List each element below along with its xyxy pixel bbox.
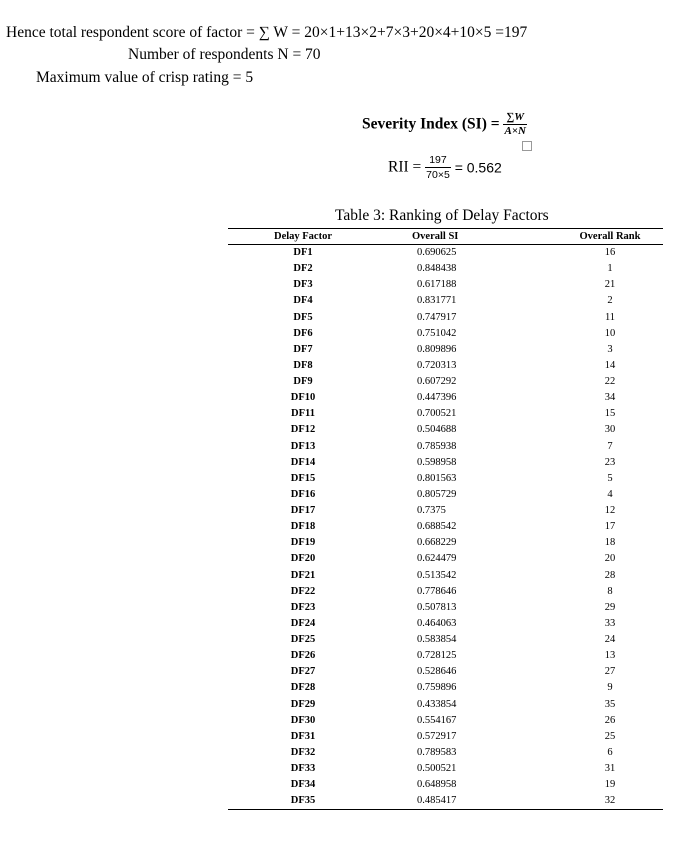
header-delay-factor: Delay Factor	[228, 229, 378, 245]
table-row	[228, 697, 663, 713]
rii-result: = 0.562	[454, 159, 502, 176]
rii-numerator: 197	[429, 154, 447, 166]
cell-overall-si: 0.554167	[417, 714, 457, 726]
cell-delay-factor: DF24	[290, 617, 316, 629]
cell-overall-rank: 11	[604, 311, 616, 323]
table-row	[228, 568, 663, 584]
cell-overall-rank: 35	[604, 698, 616, 710]
cell-overall-rank: 17	[604, 521, 616, 533]
table-row	[228, 245, 663, 262]
cell-overall-si: 0.700521	[417, 408, 457, 420]
cell-overall-si: 0.617188	[417, 279, 457, 291]
cell-delay-factor: DF25	[290, 634, 316, 646]
table-row	[228, 680, 663, 696]
table-row	[228, 293, 663, 309]
cell-overall-si: 0.648958	[417, 779, 457, 791]
si-numerator: ∑W	[506, 111, 525, 123]
cell-overall-rank: 32	[547, 793, 663, 810]
table-row	[228, 793, 663, 810]
cell-delay-factor: DF18	[290, 521, 316, 533]
table-row	[228, 358, 663, 374]
cell-overall-si: 0.583854	[417, 634, 457, 646]
cell-overall-si: 0.759896	[417, 682, 457, 694]
cell-overall-rank: 20	[604, 553, 616, 565]
cell-overall-rank: 16	[604, 247, 616, 259]
cell-overall-rank: 19	[604, 779, 616, 791]
cell-delay-factor: DF3	[293, 279, 313, 291]
cell-delay-factor: DF17	[290, 505, 316, 517]
cell-overall-si: 0.789583	[417, 746, 457, 758]
cell-overall-si: 0.572917	[417, 730, 457, 742]
rii-denominator: 70×5	[426, 169, 450, 181]
cell-overall-rank: 8	[607, 585, 613, 597]
cell-delay-factor: DF27	[290, 666, 316, 678]
cell-delay-factor: DF11	[291, 408, 315, 420]
cell-overall-si: 0.507813	[417, 601, 457, 613]
table-row	[228, 261, 663, 277]
si-fraction	[503, 112, 527, 137]
table-row	[228, 310, 663, 326]
cell-overall-rank: 23	[604, 456, 616, 468]
cell-delay-factor: DF8	[293, 359, 313, 371]
table-row	[228, 277, 663, 293]
cell-overall-si: 0.747917	[417, 311, 457, 323]
cell-overall-si: 0.668229	[417, 537, 457, 549]
cell-overall-si: 0.607292	[417, 376, 457, 388]
cell-overall-si: 0.598958	[417, 456, 457, 468]
max-rating-line: Maximum value of crisp rating = 5	[36, 69, 254, 86]
cell-delay-factor: DF5	[293, 311, 313, 323]
table-row	[228, 600, 663, 616]
cell-overall-rank: 10	[604, 327, 616, 339]
cell-overall-rank: 1	[607, 263, 613, 275]
cell-delay-factor: DF15	[290, 472, 316, 484]
cell-overall-si: 0.809896	[417, 343, 457, 355]
cell-delay-factor: DF14	[290, 456, 316, 468]
cell-overall-si: 0.447396	[417, 392, 457, 404]
table-row	[228, 729, 663, 745]
table-row	[228, 664, 663, 680]
table-row	[228, 761, 663, 777]
table-row	[228, 422, 663, 438]
table-row	[228, 616, 663, 632]
total-score-line: Hence total respondent score of factor = ∑ W = 20×1+13×2+7×3+20×4+10×5 =197	[6, 24, 528, 41]
fraction-bar	[425, 167, 451, 168]
cell-delay-factor: DF22	[290, 585, 316, 597]
cell-delay-factor: DF31	[290, 730, 316, 742]
cell-overall-si: 0.831771	[417, 295, 457, 307]
cell-overall-rank: 28	[604, 569, 616, 581]
cell-overall-rank: 7	[607, 440, 613, 452]
table-row	[228, 551, 663, 567]
cell-delay-factor: DF7	[293, 343, 313, 355]
cell-delay-factor: DF9	[293, 376, 313, 388]
cell-overall-si: 0.720313	[417, 359, 457, 371]
table-row	[228, 777, 663, 793]
table-row	[228, 535, 663, 551]
table-row	[228, 713, 663, 729]
cell-overall-rank: 31	[604, 763, 616, 775]
cell-delay-factor: DF26	[290, 650, 316, 662]
cell-overall-rank: 13	[604, 650, 616, 662]
cell-overall-rank: 18	[604, 537, 616, 549]
equation-placeholder-icon	[522, 141, 532, 151]
cell-overall-si: 0.690625	[417, 247, 457, 259]
table-row	[228, 519, 663, 535]
cell-delay-factor: DF34	[290, 779, 316, 791]
cell-delay-factor: DF30	[290, 714, 316, 726]
rii-formula-label: RII =	[388, 158, 422, 176]
table-row	[228, 471, 663, 487]
table-caption: Table 3: Ranking of Delay Factors	[335, 207, 549, 224]
cell-overall-rank: 12	[604, 505, 616, 517]
cell-delay-factor: DF33	[290, 763, 316, 775]
rii-fraction	[425, 154, 451, 181]
table-row	[228, 648, 663, 664]
cell-delay-factor: DF19	[290, 537, 316, 549]
table-header-row	[228, 229, 663, 245]
cell-overall-si: 0.688542	[417, 521, 457, 533]
cell-delay-factor: DF16	[290, 488, 316, 500]
cell-overall-si: 0.485417	[378, 793, 547, 810]
cell-overall-rank: 24	[604, 634, 616, 646]
cell-overall-rank: 27	[604, 666, 616, 678]
table-row	[228, 455, 663, 471]
cell-delay-factor: DF13	[290, 440, 316, 452]
cell-delay-factor: DF23	[290, 601, 316, 613]
cell-overall-rank: 34	[604, 392, 616, 404]
cell-overall-rank: 22	[604, 376, 616, 388]
header-overall-si: Overall SI	[378, 229, 547, 245]
cell-delay-factor: DF6	[293, 327, 313, 339]
cell-delay-factor: DF10	[290, 392, 316, 404]
cell-overall-rank: 29	[604, 601, 616, 613]
table-row	[228, 745, 663, 761]
cell-overall-rank: 15	[604, 408, 616, 420]
table-row	[228, 584, 663, 600]
table-row	[228, 632, 663, 648]
severity-index-formula	[362, 112, 527, 137]
table-row	[228, 342, 663, 358]
cell-delay-factor: DF12	[290, 424, 316, 436]
cell-overall-rank: 5	[607, 472, 613, 484]
header-overall-rank: Overall Rank	[547, 229, 663, 245]
cell-overall-rank: 4	[607, 488, 613, 500]
delay-factor-ranking-table	[228, 228, 663, 810]
cell-delay-factor: DF1	[293, 247, 313, 259]
cell-overall-rank: 9	[607, 682, 613, 694]
cell-overall-si: 0.751042	[417, 327, 457, 339]
si-formula-label: Severity Index (SI) =	[362, 115, 500, 133]
cell-overall-rank: 33	[604, 617, 616, 629]
cell-overall-si: 0.513542	[417, 569, 457, 581]
cell-overall-rank: 30	[604, 424, 616, 436]
cell-overall-si: 0.528646	[417, 666, 457, 678]
cell-overall-si: 0.7375	[417, 505, 446, 517]
cell-delay-factor: DF2	[293, 263, 313, 275]
cell-overall-rank: 14	[604, 359, 616, 371]
table-row	[228, 439, 663, 455]
table-row	[228, 406, 663, 422]
table-body	[228, 245, 663, 810]
cell-delay-factor: DF4	[293, 295, 313, 307]
table-row	[228, 326, 663, 342]
cell-overall-si: 0.801563	[417, 472, 457, 484]
cell-delay-factor: DF28	[290, 682, 316, 694]
cell-delay-factor: DF20	[290, 553, 316, 565]
cell-overall-rank: 2	[607, 295, 613, 307]
table-row	[228, 390, 663, 406]
cell-delay-factor: DF35	[228, 793, 378, 810]
rii-formula	[388, 154, 502, 181]
cell-overall-si: 0.778646	[417, 585, 457, 597]
cell-overall-si: 0.504688	[417, 424, 457, 436]
cell-overall-rank: 3	[607, 343, 613, 355]
cell-overall-si: 0.464063	[417, 617, 457, 629]
cell-overall-si: 0.848438	[417, 263, 457, 275]
cell-overall-si: 0.728125	[417, 650, 457, 662]
cell-overall-si: 0.805729	[417, 488, 457, 500]
table-row	[228, 503, 663, 519]
cell-overall-si: 0.785938	[417, 440, 457, 452]
cell-delay-factor: DF29	[290, 698, 316, 710]
cell-overall-rank: 25	[604, 730, 616, 742]
cell-delay-factor: DF32	[290, 746, 316, 758]
table-row	[228, 487, 663, 503]
cell-overall-rank: 21	[604, 279, 616, 291]
si-denominator: A×N	[504, 125, 526, 137]
respondents-line: Number of respondents N = 70	[128, 46, 321, 63]
cell-overall-si: 0.500521	[417, 763, 457, 775]
cell-overall-si: 0.624479	[417, 553, 457, 565]
cell-delay-factor: DF21	[290, 569, 316, 581]
table-row	[228, 374, 663, 390]
cell-overall-rank: 6	[607, 746, 613, 758]
cell-overall-si: 0.433854	[417, 698, 457, 710]
cell-overall-rank: 26	[604, 714, 616, 726]
